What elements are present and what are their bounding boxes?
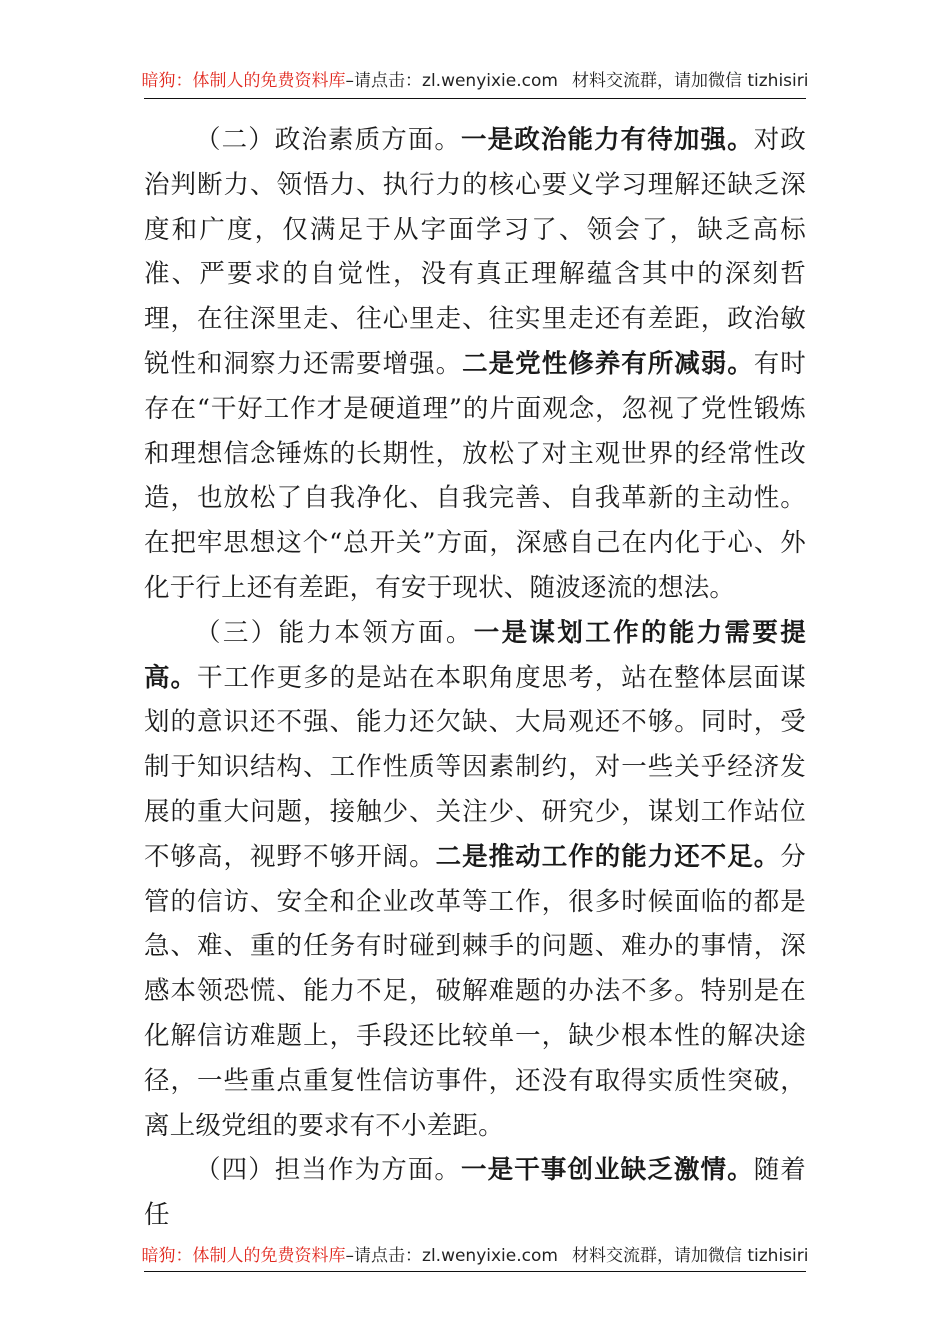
point-text: 对政治判断力、领悟力、执行力的核心要义学习理解还缺乏深度和广度，仅满足于从字面学习了、领会了，缺乏高标准、严要求的自觉性，没有真正理解蕴含其中的深刻哲理，在往深里走、往心里走、往实里走还有差距，政治敏锐性和洞察力还需要增强。 [144,125,806,379]
header-click-prompt: –请点击： [345,71,423,91]
footer-url-link[interactable]: zl.wenyixie.com [422,1246,558,1266]
document-body [144,118,806,1238]
header-url-link[interactable]: zl.wenyixie.com [422,71,558,91]
footer-wechat-note: 材料交流群，请加微信 tizhisiri [571,1246,809,1266]
header-site-name: 暗狗：体制人的免费资料库 [141,71,346,91]
point-heading: 二是推动工作的能力还不足。 [435,841,781,872]
point-heading: 二是党性修养有所减弱。 [462,348,754,379]
footer-divider [144,1271,806,1272]
section-heading: （三）能力本领方面。 [195,617,474,648]
footer-banner [0,1245,950,1267]
paragraph-political-quality [144,118,806,611]
point-text: 干工作更多的是站在本职角度思考，站在整体层面谋划的意识还不强、能力还欠缺、大局观还不够。同时，受制于知识结构、工作性质等因素制约，对一些关乎经济发展的重大问题，接触少、关注少、研究少，谋划工作站位不够高，视野不够开阔。 [144,662,806,872]
header-wechat-note: 材料交流群，请加微信 tizhisiri [571,71,809,91]
section-heading: （四）担当作为方面。 [195,1155,462,1186]
footer-click-prompt: –请点击： [345,1246,423,1266]
footer-site-name: 暗狗：体制人的免费资料库 [141,1246,346,1266]
header-banner [0,70,950,92]
point-text: 分管的信访、安全和企业改革等工作，很多时候面临的都是急、难、重的任务有时碰到棘手的问题、难办的事情，深感本领恐慌、能力不足，破解难题的办法不多。特别是在化解信访难题上，手段还比较单一，缺少根本性的解决途径，一些重点重复性信访事件，还没有取得实质性突破，离上级党组的要求有不小差距。 [144,841,806,1141]
point-heading: 一是谋划工作的能力需要提高。 [144,617,806,693]
paragraph-ability [144,611,806,1149]
paragraph-responsibility [144,1148,806,1238]
point-heading: 一是干事创业缺乏激情。 [461,1155,754,1186]
point-text: 随着任 [144,1155,806,1231]
header-divider [144,98,806,99]
point-heading: 一是政治能力有待加强。 [461,125,754,155]
section-heading: （二）政治素质方面。 [195,125,462,155]
point-text: 有时存在“干好工作才是硬道理”的片面观念，忽视了党性锻炼和理想信念锤炼的长期性，放松了对主观世界的经常性改造，也放松了自我净化、自我完善、自我革新的主动性。在把牢思想这个“总开关”方面，深感自己在内化于心、外化于行上还有差距，有安于现状、随波逐流的想法。 [144,348,807,603]
